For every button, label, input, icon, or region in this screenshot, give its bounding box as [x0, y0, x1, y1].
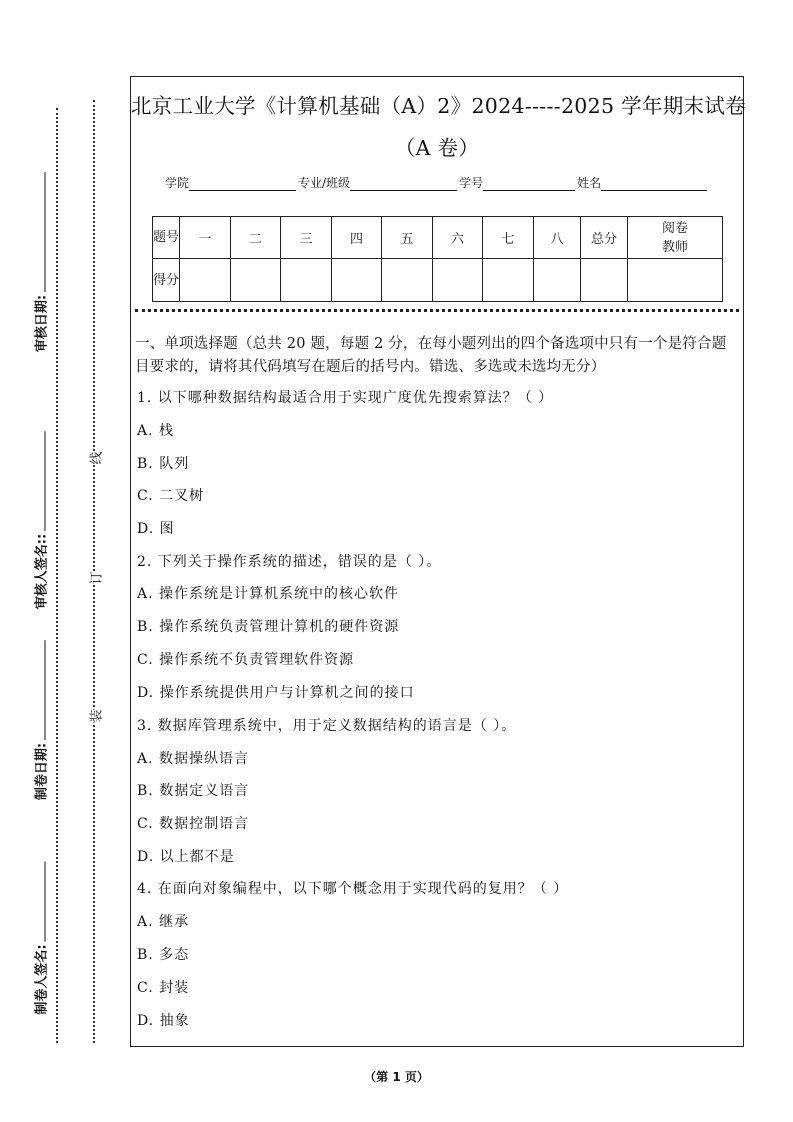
college-field[interactable] — [189, 178, 296, 191]
question-2-option-c: C. 操作系统不负责管理软件资源 — [137, 652, 355, 668]
question-1-stem: 1. 以下哪种数据结构最适合用于实现广度优先搜索算法？（ ） — [137, 390, 554, 406]
score-col-8: 八 — [534, 217, 581, 259]
question-4-option-b: B. 多态 — [137, 947, 190, 963]
maker-date-field — [31, 640, 50, 800]
exam-subtitle: （A 卷） — [394, 136, 480, 160]
cut-mark-line: 线 — [84, 451, 107, 464]
score-col-2: 二 — [231, 217, 281, 259]
question-3-option-b: B. 数据定义语言 — [137, 783, 250, 799]
dotted-separator — [135, 309, 739, 312]
question-4-option-a: A. 继承 — [137, 914, 190, 930]
maker-sign-line[interactable] — [35, 861, 46, 941]
cut-mark-staple: 订 — [84, 571, 107, 584]
name-field[interactable] — [601, 178, 707, 191]
question-4-stem: 4. 在面向对象编程中，以下哪个概念用于实现代码的复用？（ ） — [137, 881, 569, 897]
question-2-option-d: D. 操作系统提供用户与计算机之间的接口 — [137, 685, 415, 701]
page-number: （第 1 页） — [364, 1070, 429, 1084]
question-4-option-c: C. 封装 — [137, 980, 190, 996]
question-1-option-d: D. 图 — [137, 521, 175, 537]
question-3-option-d: D. 以上都不是 — [137, 849, 235, 865]
exam-frame — [130, 76, 744, 1047]
question-2-option-a: A. 操作系统是计算机系统中的核心软件 — [137, 586, 400, 602]
question-2-option-b: B. 操作系统负责管理计算机的硬件资源 — [137, 619, 400, 635]
reviewer-sign-line[interactable] — [35, 431, 46, 531]
student-id-field[interactable] — [483, 178, 575, 191]
score-col-4: 四 — [332, 217, 382, 259]
major-label: 专业/班级 — [298, 176, 351, 190]
score-cell[interactable] — [231, 259, 281, 302]
maker-date-line[interactable] — [35, 640, 46, 740]
student-info-row — [165, 174, 709, 191]
college-label: 学院 — [165, 176, 190, 190]
score-cell-total[interactable] — [581, 259, 628, 302]
exam-title: 北京工业大学《计算机基础（A）2》2024-----2025 学年期末试卷 — [131, 94, 746, 118]
score-cell[interactable] — [281, 259, 332, 302]
reviewer-date-line[interactable] — [35, 172, 46, 292]
score-cell[interactable] — [483, 259, 534, 302]
question-3-option-a: A. 数据操纵语言 — [137, 751, 250, 767]
score-col-1: 一 — [180, 217, 231, 259]
question-3-option-c: C. 数据控制语言 — [137, 816, 250, 832]
question-1-option-b: B. 队列 — [137, 456, 190, 472]
score-cell[interactable] — [332, 259, 382, 302]
score-cell-reviewer[interactable] — [628, 259, 723, 302]
score-cell[interactable] — [534, 259, 581, 302]
question-1-option-a: A. 栈 — [137, 423, 175, 439]
maker-sign-field — [31, 861, 50, 1014]
major-field[interactable] — [350, 178, 457, 191]
name-label: 姓名 — [577, 176, 602, 190]
section-1-instructions: 一、单项选择题（总共 20 题，每题 2 分，在每小题列出的四个备选项中只有一个是符合题目要求的，请将其代码填写在题后的括号内。错选、多选或未选均无分） — [135, 336, 727, 375]
score-cell[interactable] — [382, 259, 433, 302]
student-id-label: 学号 — [459, 176, 484, 190]
score-table-row1-header: 题号 — [153, 217, 180, 259]
reviewer-sign-label: 审核人签名:: — [34, 533, 50, 610]
score-cell[interactable] — [180, 259, 231, 302]
binding-dotted-line-outer — [56, 108, 58, 1043]
score-col-3: 三 — [281, 217, 332, 259]
maker-date-label: 制卷日期: — [34, 742, 50, 801]
score-col-reviewer: 阅卷教师 — [628, 217, 723, 259]
score-col-6: 六 — [433, 217, 483, 259]
score-col-5: 五 — [382, 217, 433, 259]
maker-sign-label: 制卷人签名: — [34, 944, 50, 1015]
question-4-option-d: D. 抽象 — [137, 1013, 190, 1029]
reviewer-date-field — [31, 172, 50, 352]
score-col-total: 总分 — [581, 217, 628, 259]
score-table-row2-header: 得分 — [153, 259, 180, 302]
cut-mark-bind: 装 — [84, 709, 107, 722]
reviewer-date-label: 审核日期: — [34, 294, 50, 353]
question-3-stem: 3. 数据库管理系统中，用于定义数据结构的语言是（ ）。 — [137, 718, 517, 734]
question-2-stem: 2. 下列关于操作系统的描述，错误的是（ ）。 — [137, 554, 442, 570]
score-cell[interactable] — [433, 259, 483, 302]
score-col-7: 七 — [483, 217, 534, 259]
score-table — [152, 216, 723, 302]
question-1-option-c: C. 二叉树 — [137, 488, 205, 504]
reviewer-sign-field — [31, 431, 50, 609]
